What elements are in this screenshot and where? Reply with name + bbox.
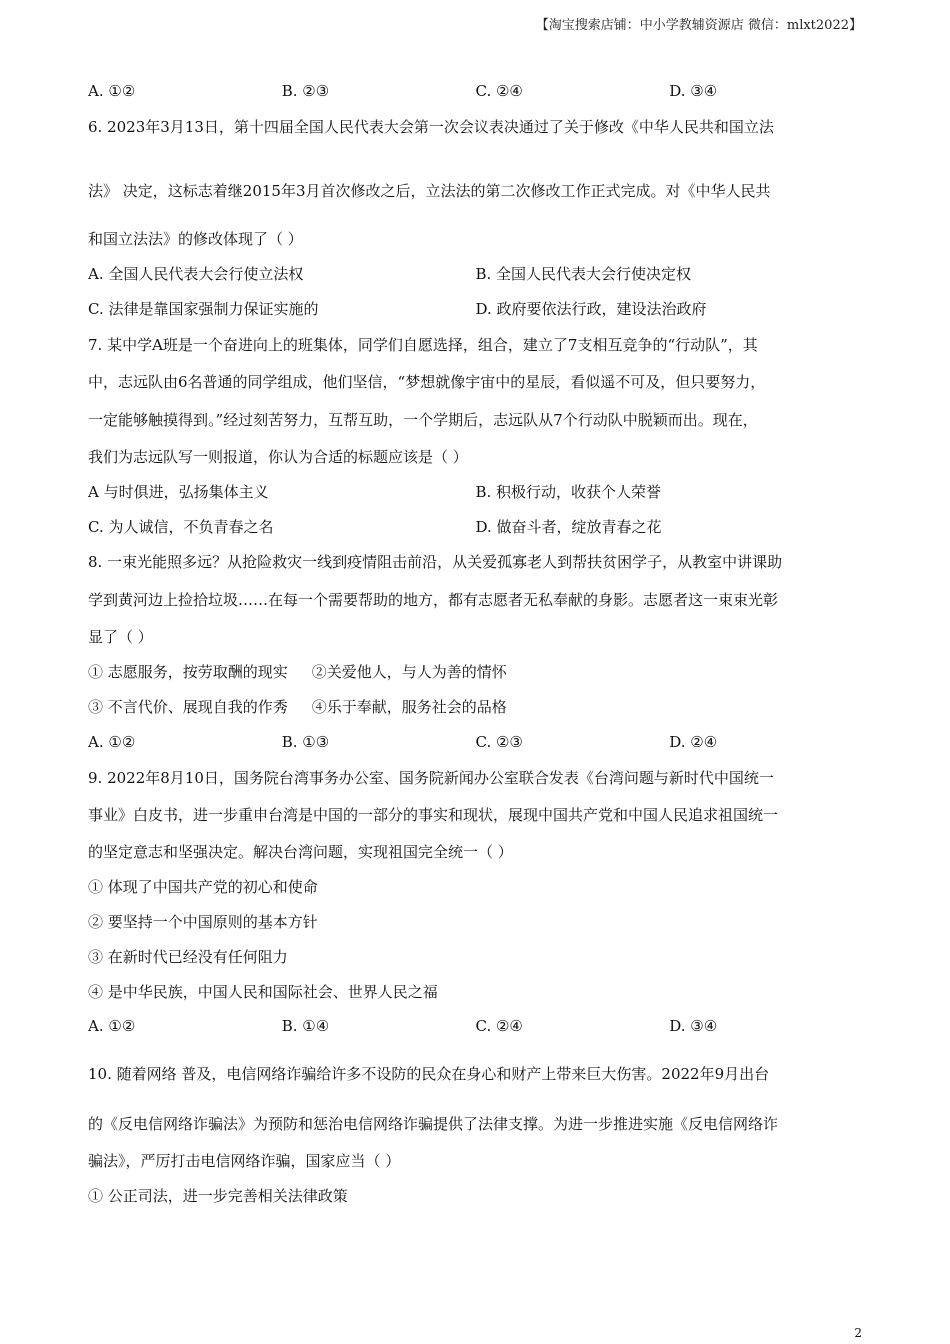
q10-line-3: 骗法》，严厉打击电信网络诈骗，国家应当（ ） (88, 1152, 401, 1170)
q7-options-row-1 (88, 482, 863, 502)
q8-line-3: 显了（ ） (88, 628, 153, 646)
q5-option-b: B. ②③ (281, 82, 330, 100)
q6-option-d: D. 政府要依法行政，建设法治政府 (475, 300, 707, 318)
q8-line-1: 8. 一束光能照多远？从抢险救灾一线到疫情阻击前沿，从关爱孤寡老人到帮扶贫困学子，从教室中讲课助 (88, 553, 783, 571)
q6-line-1: 6. 2023年3月13日，第十四届全国人民代表大会第一次会议表决通过了关于修改《中华人民共和国立法 (88, 118, 774, 136)
q7-line-1: 7. 某中学A班是一个奋进向上的班集体，同学们自愿选择，组合，建立了7支相互竞争的“行动队”，其 (88, 336, 758, 354)
page-header: 【淘宝搜索店铺：中小学教辅资源店 微信：mlxt2022】 (535, 18, 862, 33)
q9-option-d: D. ③④ (669, 1017, 718, 1035)
q9-line-2: 事业》白皮书，进一步重申台湾是中国的一部分的事实和现状，展现中国共产党和中国人民追求祖国统一 (88, 806, 779, 824)
q9-option-c: C. ②④ (475, 1017, 523, 1035)
q8-statements-row-1 (88, 662, 863, 682)
q5-option-d: D. ③④ (669, 82, 718, 100)
q9-option-b: B. ①④ (281, 1017, 330, 1035)
q7-option-a: A 与时俱进，弘扬集体主义 (88, 483, 269, 501)
q6-options-row-1 (88, 264, 863, 284)
q7-option-d: D. 做奋斗者，绽放青春之花 (475, 518, 662, 536)
q7-line-3: 一定能够触摸得到。”经过刻苦努力，互帮互助，一个学期后，志远队从7个行动队中脱颖而出。现在， (88, 411, 758, 429)
q7-option-c: C. 为人诚信，不负青春之名 (88, 518, 274, 536)
q9-option-a: A. ①② (88, 1017, 136, 1035)
q6-option-a: A. 全国人民代表大会行使立法权 (88, 265, 304, 283)
q8-option-b: B. ①③ (281, 733, 330, 751)
q9-options (88, 1016, 863, 1036)
q8-statement-3: ③ 不言代价、展现自我的作秀 (88, 698, 288, 716)
q5-options (88, 81, 863, 101)
q6-line-3: 和国立法法》的修改体现了（ ） (88, 230, 303, 248)
q10-line-1: 10. 随着网络 普及，电信网络诈骗给许多不设防的民众在身心和财产上带来巨大伤害。2022年9月出台 (88, 1065, 770, 1083)
q10-statement-1: ① 公正司法，进一步完善相关法律政策 (88, 1187, 348, 1205)
q7-options-row-2 (88, 517, 863, 537)
q8-option-c: C. ②③ (475, 733, 523, 751)
page-number: 2 (854, 1326, 862, 1340)
q8-statement-2: ②关爱他人，与人为善的情怀 (311, 663, 507, 681)
q9-statement-3: ③ 在新时代已经没有任何阻力 (88, 948, 288, 966)
q8-option-d: D. ②④ (669, 733, 718, 751)
q10-line-2: 的《反电信网络诈骗法》为预防和惩治电信网络诈骗提供了法律支撑。为进一步推进实施《反电信网络诈 (88, 1115, 779, 1133)
q7-option-b: B. 积极行动，收获个人荣誉 (475, 483, 662, 501)
q7-line-2: 中，志远队由6名普通的同学组成，他们坚信，“梦想就像宇宙中的星辰，看似遥不可及，但只要努力， (88, 373, 766, 391)
q6-line-2: 法》 决定，这标志着继2015年3月首次修改之后，立法法的第二次修改工作正式完成。对《中华人民共 (88, 182, 771, 200)
q9-line-3: 的坚定意志和坚强决定。解决台湾问题，实现祖国完全统一（ ） (88, 843, 513, 861)
q8-statement-4: ④乐于奉献，服务社会的品格 (311, 698, 507, 716)
q5-option-c: C. ②④ (475, 82, 523, 100)
q6-options-row-2 (88, 299, 863, 319)
q6-option-b: B. 全国人民代表大会行使决定权 (475, 265, 692, 283)
q8-line-2: 学到黄河边上捡拾垃圾……在每一个需要帮助的地方，都有志愿者无私奉献的身影。志愿者这一束束光彰 (88, 591, 779, 609)
q9-line-1: 9. 2022年8月10日，国务院台湾事务办公室、国务院新闻办公室联合发表《台湾问题与新时代中国统一 (88, 769, 774, 787)
q8-statement-1: ① 志愿服务，按劳取酬的现实 (88, 663, 288, 681)
q8-options (88, 732, 863, 752)
q9-statement-4: ④ 是中华民族，中国人民和国际社会、世界人民之福 (88, 983, 438, 1001)
q6-option-c: C. 法律是靠国家强制力保证实施的 (88, 300, 319, 318)
q9-statement-2: ② 要坚持一个中国原则的基本方针 (88, 913, 318, 931)
q8-statements-row-2 (88, 697, 863, 717)
q8-option-a: A. ①② (88, 733, 136, 751)
q7-line-4: 我们为志远队写一则报道，你认为合适的标题应该是（ ） (88, 448, 468, 466)
q5-option-a: A. ①② (88, 82, 136, 100)
q9-statement-1: ① 体现了中国共产党的初心和使命 (88, 878, 318, 896)
